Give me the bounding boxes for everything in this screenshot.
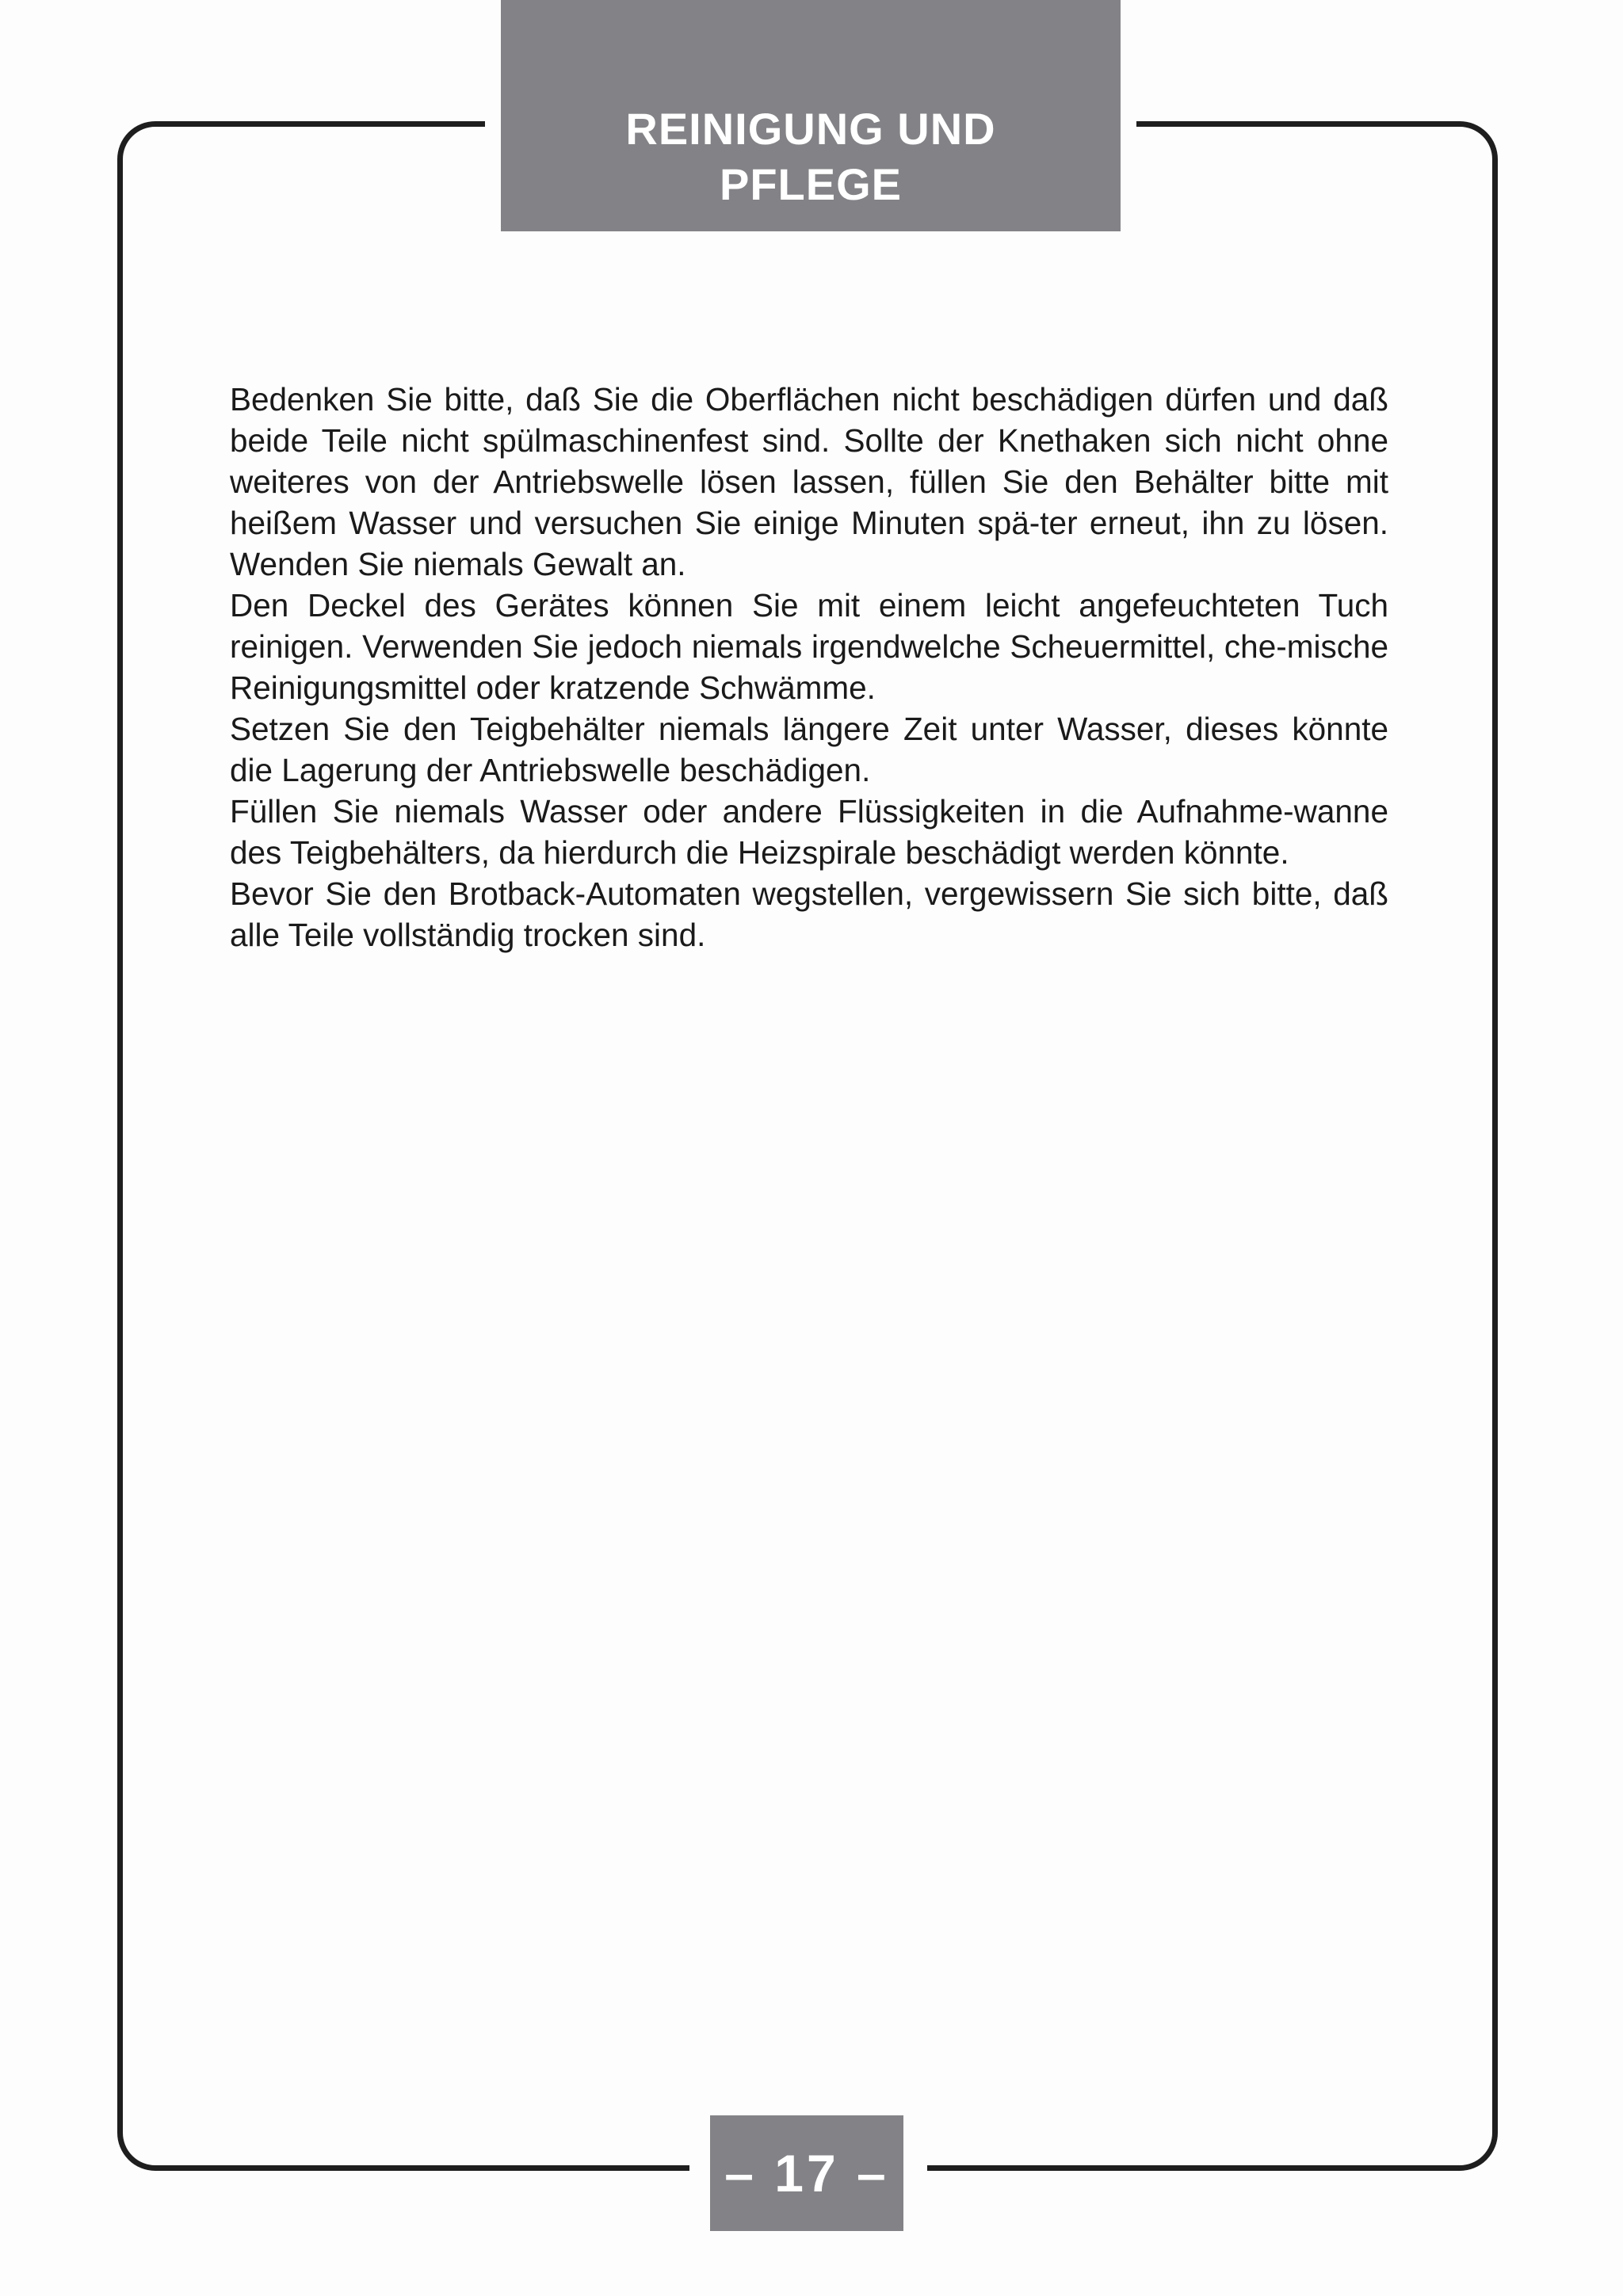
- paragraph-surfaces: Bedenken Sie bitte, daß Sie die Oberflächen nicht beschädigen dürfen und daß beide Teile nicht spülmaschinenfest sind. Sollte der Knethaken sich nicht ohne weiteres von der Antriebswelle lösen lassen, füllen Sie den Behälter bitte mit heißem Wasser und versuchen Sie einige Minuten spä-ter erneut, ihn zu lösen. Wenden Sie niemals Gewalt an.: [230, 381, 1388, 582]
- section-title-line-1: REINIGUNG UND: [625, 104, 996, 154]
- paragraph-lid: Den Deckel des Gerätes können Sie mit einem leicht angefeuchteten Tuch reinigen. Verwenden Sie jedoch niemals irgendwelche Scheuermittel, che-mische Reinigungsmittel oder kratzende Schwämme.: [230, 587, 1388, 706]
- section-title-line-2: PFLEGE: [719, 159, 903, 209]
- paragraph-container: Setzen Sie den Teigbehälter niemals längere Zeit unter Wasser, dieses könnte die Lagerung der Antriebswelle beschädigen.: [230, 711, 1388, 788]
- body-text: [230, 379, 1388, 955]
- page-number: – 17 –: [710, 2115, 903, 2231]
- paragraph-heating: Füllen Sie niemals Wasser oder andere Flüssigkeiten in die Aufnahme-wanne des Teigbehälters, da hierdurch die Heizspirale beschädigt werden könnte.: [230, 793, 1388, 871]
- section-title: [501, 101, 1121, 212]
- paragraph-storage: Bevor Sie den Brotback-Automaten wegstellen, vergewissern Sie sich bitte, daß alle Teile vollständig trocken sind.: [230, 875, 1388, 953]
